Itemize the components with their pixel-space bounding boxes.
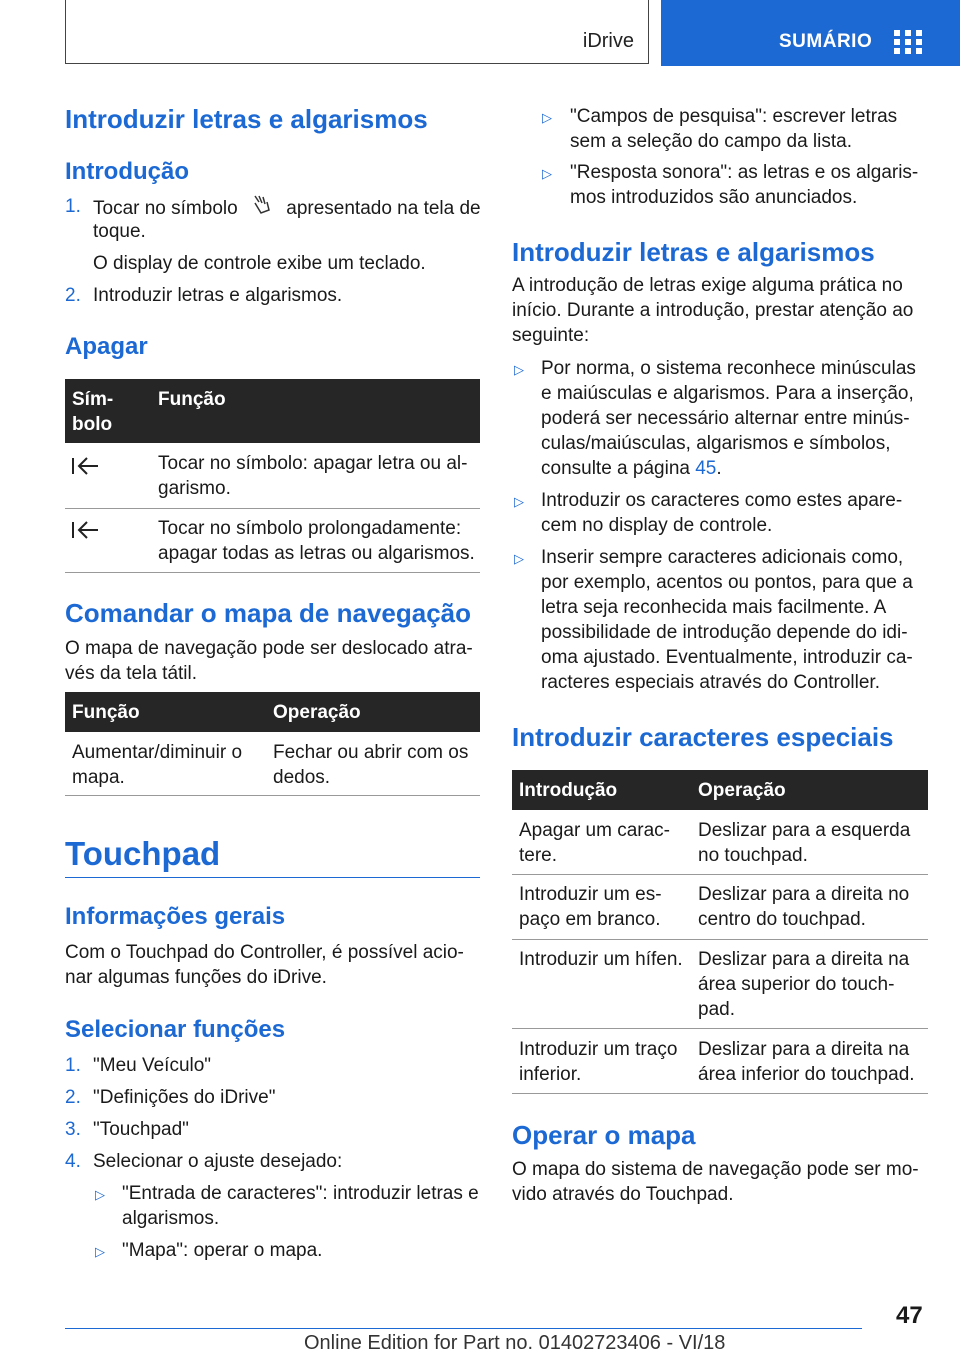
list-number: 1. xyxy=(65,1055,81,1076)
list-item: "Touchpad" xyxy=(93,1119,189,1140)
section-rule xyxy=(65,877,480,878)
bullet-text: por exemplo, acentos ou pontos, para que a xyxy=(541,572,913,593)
bullet-text: e maiúsculas e algarismos. Para a inserção, xyxy=(541,383,914,404)
sub-item: "Entrada de caracteres": introduzir letras e xyxy=(122,1183,479,1204)
list-item: "Meu Veículo" xyxy=(93,1055,212,1076)
list-number: 4. xyxy=(65,1151,81,1172)
toc-button[interactable] xyxy=(661,0,960,66)
heading-introducao: Introdução xyxy=(65,158,189,185)
paragraph: vido através do Touchpad. xyxy=(512,1184,734,1205)
bullet-text: cem no display de controle. xyxy=(541,515,773,536)
table-cell: Deslizar para a direita na xyxy=(698,949,910,970)
step-text-cont: toque. xyxy=(93,221,146,242)
step-text: Tocar no símbolo apresentado na tela de xyxy=(93,194,481,221)
bullet-triangle-icon: ▷ xyxy=(514,362,524,377)
table-cell: Aumentar/diminuir o xyxy=(72,742,243,763)
step-text: Introduzir letras e algarismos. xyxy=(93,285,343,306)
bullet-text: Por norma, o sistema reconhece minúsculas xyxy=(541,358,916,379)
footer-rule xyxy=(65,1328,862,1329)
bullet-triangle-icon: ▷ xyxy=(542,166,552,181)
bullet-triangle-icon: ▷ xyxy=(542,110,552,125)
column-header: Função xyxy=(158,389,226,410)
column-header: Sím- bolo xyxy=(72,389,114,435)
step-result: O display de controle exibe um teclado. xyxy=(93,253,426,274)
table-cell: Tocar no símbolo: apagar letra ou al- xyxy=(158,453,468,474)
table-cell: inferior. xyxy=(519,1064,582,1085)
list-item: Selecionar o ajuste desejado: xyxy=(93,1151,343,1172)
bullet-text: culas/maiúsculas, algarismos e símbolos, xyxy=(541,433,891,454)
bullet-triangle-icon: ▷ xyxy=(514,494,524,509)
footer-edition: Online Edition for Part no. 01402723406 - VI/18 xyxy=(304,1332,726,1354)
header-section-label: iDrive xyxy=(582,30,634,52)
bullet-text: consulte a página 45. xyxy=(541,458,722,479)
bullet-text: oma ajustado. Eventualmente, introduzir ca- xyxy=(541,647,913,668)
paragraph: O mapa de navegação pode ser deslocado atra- xyxy=(65,638,473,659)
backspace-icon xyxy=(70,520,100,540)
table-cell: Introduzir um traço xyxy=(519,1039,678,1060)
bullet-text: Inserir sempre caracteres adicionais como, xyxy=(541,547,904,568)
column-header: Operação xyxy=(698,780,786,801)
paragraph: seguinte: xyxy=(512,325,590,346)
table-header xyxy=(512,770,928,810)
table-cell: Introduzir um hífen. xyxy=(519,949,683,970)
table-cell: Apagar um carac- xyxy=(519,820,671,841)
table-divider xyxy=(65,508,480,509)
table-cell: tere. xyxy=(519,845,558,866)
keyboard-hand-icon xyxy=(249,194,275,216)
bullet-triangle-icon: ▷ xyxy=(514,551,524,566)
column-header: Função xyxy=(72,702,140,723)
table-divider xyxy=(512,874,928,875)
table-cell: Introduzir um es- xyxy=(519,884,662,905)
table-cell: paço em branco. xyxy=(519,909,661,930)
paragraph: A introdução de letras exige alguma prática no xyxy=(512,275,903,296)
table-cell: Tocar no símbolo prolongadamente: xyxy=(158,518,462,539)
list-number: 3. xyxy=(65,1119,81,1140)
step-number: 1. xyxy=(65,196,81,217)
list-item: "Definições do iDrive" xyxy=(93,1087,276,1108)
table-cell: Fechar ou abrir com os xyxy=(273,742,469,763)
table-cell: área inferior do touchpad. xyxy=(698,1064,915,1085)
heading-operate-map: Operar o mapa xyxy=(512,1120,696,1150)
table-divider xyxy=(512,939,928,940)
table-cell: dedos. xyxy=(273,767,331,788)
page-number: 47 xyxy=(896,1302,923,1329)
grid-icon xyxy=(894,30,922,54)
table-cell: Deslizar para a direita no xyxy=(698,884,910,905)
backspace-icon xyxy=(70,456,100,476)
table-cell: garismo. xyxy=(158,478,231,499)
table-cell: no touchpad. xyxy=(698,845,808,866)
table-header xyxy=(65,692,480,732)
sub-item: sem a seleção do campo da lista. xyxy=(570,131,852,152)
column-header: Introdução xyxy=(519,780,618,801)
bullet-text: racteres especiais através do Controller. xyxy=(541,672,880,693)
table-header xyxy=(65,379,480,443)
bullet-text: possibilidade de introdução depende do idi- xyxy=(541,622,908,643)
heading-touchpad: Touchpad xyxy=(65,835,221,872)
table-divider xyxy=(65,572,480,573)
bullet-text: Introduzir os caracteres como estes apare- xyxy=(541,490,903,511)
toc-label: SUMÁRIO xyxy=(779,31,873,52)
step-number: 2. xyxy=(65,285,81,306)
bullet-text: letra seja reconhecida mais facilmente. A xyxy=(541,597,887,618)
table-divider xyxy=(65,795,480,796)
table-cell: centro do touchpad. xyxy=(698,909,866,930)
paragraph: vés da tela tátil. xyxy=(65,663,198,684)
paragraph: O mapa do sistema de navegação pode ser mo- xyxy=(512,1159,919,1180)
table-cell: mapa. xyxy=(72,767,125,788)
heading-info: Informações gerais xyxy=(65,903,286,930)
table-cell: apagar todas as letras ou algarismos. xyxy=(158,543,475,564)
table-divider xyxy=(512,1093,928,1094)
heading-special-chars: Introduzir caracteres especiais xyxy=(512,722,894,752)
sub-item: "Mapa": operar o mapa. xyxy=(122,1240,323,1261)
page-link[interactable]: 45 xyxy=(695,458,717,479)
column-header: Operação xyxy=(273,702,361,723)
heading-intro-letters-2: Introduzir letras e algarismos xyxy=(512,237,875,267)
table-cell: pad. xyxy=(698,999,735,1020)
sub-item: algarismos. xyxy=(122,1208,220,1229)
bullet-triangle-icon: ▷ xyxy=(95,1187,105,1202)
paragraph: Com o Touchpad do Controller, é possível acio- xyxy=(65,942,464,963)
list-number: 2. xyxy=(65,1087,81,1108)
sub-item: "Campos de pesquisa": escrever letras xyxy=(570,106,898,127)
paragraph: início. Durante a introdução, prestar atenção ao xyxy=(512,300,914,321)
table-cell: Deslizar para a esquerda xyxy=(698,820,911,841)
heading-select: Selecionar funções xyxy=(65,1016,286,1043)
table-cell: Deslizar para a direita na xyxy=(698,1039,910,1060)
bullet-text: poderá ser necessário alternar entre minús- xyxy=(541,408,910,429)
heading-map: Comandar o mapa de navegação xyxy=(65,598,472,628)
bullet-triangle-icon: ▷ xyxy=(95,1244,105,1259)
header-section-box xyxy=(65,0,649,64)
heading-intro-letters: Introduzir letras e algarismos xyxy=(65,104,428,134)
heading-apagar: Apagar xyxy=(65,333,148,360)
sub-item: "Resposta sonora": as letras e os algaris- xyxy=(570,162,919,183)
table-divider xyxy=(512,1028,928,1029)
table-cell: área superior do touch- xyxy=(698,974,895,995)
sub-item: mos introduzidos são anunciados. xyxy=(570,187,858,208)
paragraph: nar algumas funções do iDrive. xyxy=(65,967,327,988)
